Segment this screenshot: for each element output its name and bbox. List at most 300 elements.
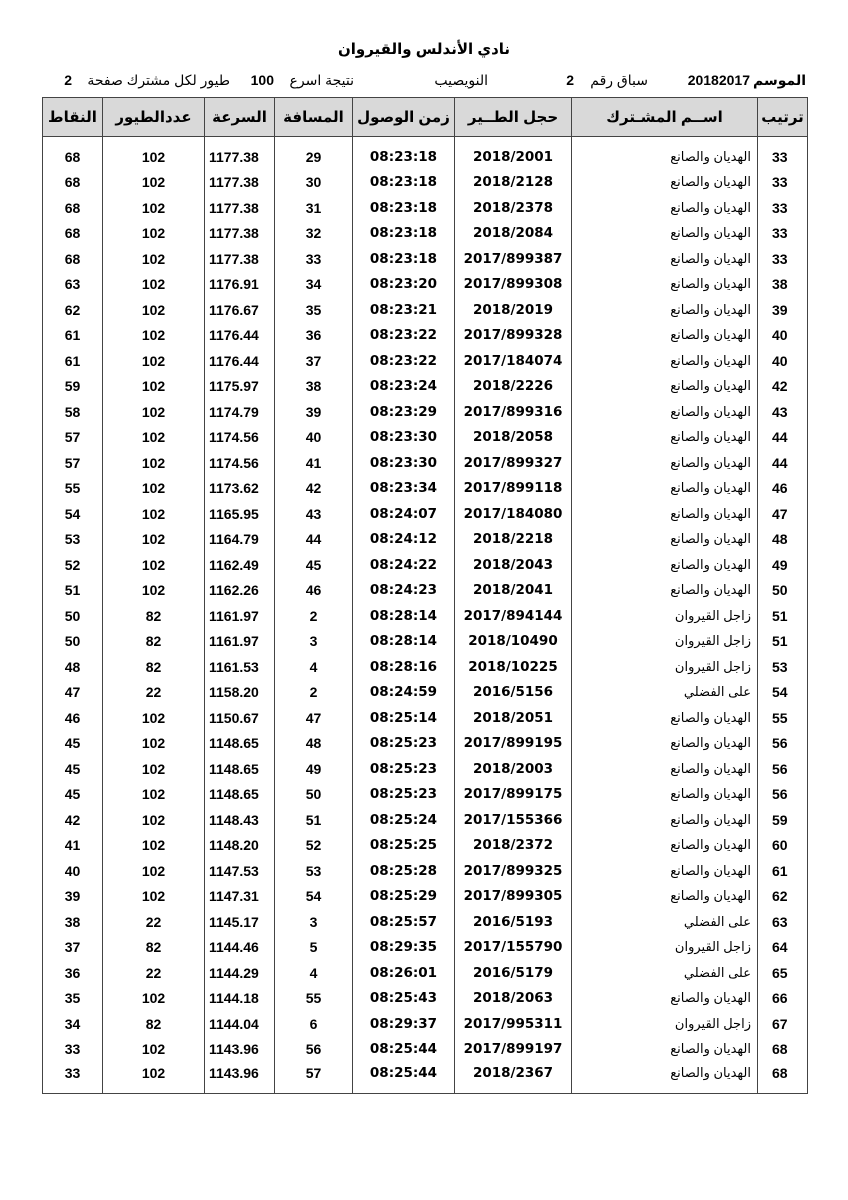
table-row — [43, 986, 808, 1012]
cell-distance: 48 — [275, 731, 353, 757]
cell-distance: 45 — [275, 552, 353, 578]
cell-time: 08:23:22 — [353, 348, 455, 374]
cell-rank: 33 — [758, 246, 808, 272]
cell-pigeon: 2016/5156 — [455, 680, 572, 706]
cell-time: 08:23:20 — [353, 272, 455, 298]
cell-name: الهديان والصانع — [572, 731, 758, 757]
table-row — [43, 935, 808, 961]
race-number: 2 — [566, 72, 574, 88]
col-header-time: زمن الوصول — [353, 98, 455, 137]
table-row — [43, 144, 808, 170]
cell-speed: 1147.53 — [205, 858, 275, 884]
cell-rank: 61 — [758, 858, 808, 884]
cell-birds: 22 — [103, 680, 205, 706]
table-row — [43, 272, 808, 298]
cell-speed: 1177.38 — [205, 246, 275, 272]
cell-birds: 102 — [103, 297, 205, 323]
cell-name: الهديان والصانع — [572, 705, 758, 731]
cell-speed: 1174.79 — [205, 399, 275, 425]
cell-points: 68 — [43, 195, 103, 221]
race-info-bar — [52, 72, 806, 92]
cell-time: 08:23:18 — [353, 170, 455, 196]
cell-time: 08:24:07 — [353, 501, 455, 527]
cell-speed: 1161.53 — [205, 654, 275, 680]
cell-pigeon: 2018/2003 — [455, 756, 572, 782]
cell-name: الهديان والصانع — [572, 399, 758, 425]
cell-time: 08:25:23 — [353, 756, 455, 782]
cell-birds: 102 — [103, 246, 205, 272]
cell-name: الهديان والصانع — [572, 348, 758, 374]
cell-rank: 56 — [758, 756, 808, 782]
cell-points: 51 — [43, 578, 103, 604]
cell-pigeon: 2017/899308 — [455, 272, 572, 298]
cell-name: الهديان والصانع — [572, 425, 758, 451]
table-row — [43, 731, 808, 757]
cell-speed: 1175.97 — [205, 374, 275, 400]
cell-name: الهديان والصانع — [572, 144, 758, 170]
cell-rank: 44 — [758, 425, 808, 451]
cell-birds: 102 — [103, 527, 205, 553]
cell-points: 45 — [43, 731, 103, 757]
cell-distance: 57 — [275, 1062, 353, 1094]
cell-speed: 1177.38 — [205, 195, 275, 221]
table-row — [43, 323, 808, 349]
cell-distance: 40 — [275, 425, 353, 451]
table-row — [43, 476, 808, 502]
cell-distance: 49 — [275, 756, 353, 782]
cell-birds: 102 — [103, 833, 205, 859]
cell-points: 50 — [43, 629, 103, 655]
cell-speed: 1150.67 — [205, 705, 275, 731]
cell-points: 45 — [43, 782, 103, 808]
cell-speed: 1176.44 — [205, 323, 275, 349]
table-row — [43, 170, 808, 196]
table-row — [43, 527, 808, 553]
cell-distance: 3 — [275, 909, 353, 935]
cell-rank: 67 — [758, 1011, 808, 1037]
cell-distance: 39 — [275, 399, 353, 425]
cell-rank: 59 — [758, 807, 808, 833]
cell-name: الهديان والصانع — [572, 756, 758, 782]
cell-time: 08:25:24 — [353, 807, 455, 833]
cell-time: 08:28:16 — [353, 654, 455, 680]
table-row — [43, 348, 808, 374]
cell-speed: 1165.95 — [205, 501, 275, 527]
cell-points: 57 — [43, 425, 103, 451]
cell-points: 39 — [43, 884, 103, 910]
cell-points: 63 — [43, 272, 103, 298]
cell-time: 08:23:21 — [353, 297, 455, 323]
table-row — [43, 374, 808, 400]
cell-pigeon: 2018/2001 — [455, 144, 572, 170]
cell-time: 08:23:30 — [353, 425, 455, 451]
cell-points: 68 — [43, 221, 103, 247]
cell-pigeon: 2017/894144 — [455, 603, 572, 629]
cell-time: 08:28:14 — [353, 629, 455, 655]
cell-speed: 1164.79 — [205, 527, 275, 553]
cell-points: 48 — [43, 654, 103, 680]
cell-name: الهديان والصانع — [572, 170, 758, 196]
cell-pigeon: 2018/2051 — [455, 705, 572, 731]
club-title: نادي الأندلس والقيروان — [337, 41, 511, 58]
cell-birds: 102 — [103, 501, 205, 527]
cell-time: 08:29:37 — [353, 1011, 455, 1037]
page-number: 2 — [64, 72, 72, 88]
cell-distance: 3 — [275, 629, 353, 655]
cell-points: 54 — [43, 501, 103, 527]
cell-points: 50 — [43, 603, 103, 629]
col-header-name: اســم المشـترك — [572, 98, 758, 137]
cell-pigeon: 2017/995311 — [455, 1011, 572, 1037]
cell-birds: 102 — [103, 884, 205, 910]
cell-rank: 33 — [758, 221, 808, 247]
cell-name: الهديان والصانع — [572, 884, 758, 910]
result-count: 100 — [250, 72, 274, 88]
table-row — [43, 705, 808, 731]
cell-name: زاجل القيروان — [572, 629, 758, 655]
cell-rank: 46 — [758, 476, 808, 502]
cell-name: الهديان والصانع — [572, 807, 758, 833]
cell-rank: 56 — [758, 782, 808, 808]
cell-distance: 56 — [275, 1037, 353, 1063]
cell-name: الهديان والصانع — [572, 986, 758, 1012]
cell-pigeon: 2017/899316 — [455, 399, 572, 425]
cell-points: 55 — [43, 476, 103, 502]
cell-birds: 102 — [103, 858, 205, 884]
cell-speed: 1148.65 — [205, 731, 275, 757]
cell-points: 68 — [43, 144, 103, 170]
cell-rank: 60 — [758, 833, 808, 859]
cell-distance: 51 — [275, 807, 353, 833]
cell-name: على الفضلي — [572, 680, 758, 706]
cell-birds: 82 — [103, 935, 205, 961]
cell-name: على الفضلي — [572, 909, 758, 935]
cell-time: 08:23:18 — [353, 144, 455, 170]
cell-pigeon: 2017/899195 — [455, 731, 572, 757]
cell-rank: 63 — [758, 909, 808, 935]
table-row — [43, 680, 808, 706]
cell-points: 52 — [43, 552, 103, 578]
table-row — [43, 195, 808, 221]
cell-speed: 1173.62 — [205, 476, 275, 502]
cell-pigeon: 2017/899305 — [455, 884, 572, 910]
cell-distance: 41 — [275, 450, 353, 476]
cell-rank: 66 — [758, 986, 808, 1012]
cell-pigeon: 2018/2226 — [455, 374, 572, 400]
cell-time: 08:24:23 — [353, 578, 455, 604]
cell-name: الهديان والصانع — [572, 450, 758, 476]
cell-time: 08:23:29 — [353, 399, 455, 425]
cell-name: الهديان والصانع — [572, 323, 758, 349]
cell-name: زاجل القيروان — [572, 603, 758, 629]
cell-distance: 44 — [275, 527, 353, 553]
cell-points: 59 — [43, 374, 103, 400]
cell-birds: 102 — [103, 323, 205, 349]
cell-rank: 38 — [758, 272, 808, 298]
cell-speed: 1162.49 — [205, 552, 275, 578]
table-header-row — [43, 98, 808, 137]
cell-distance: 29 — [275, 144, 353, 170]
cell-rank: 51 — [758, 603, 808, 629]
cell-rank: 68 — [758, 1062, 808, 1094]
col-header-distance: المسافة — [275, 98, 353, 137]
cell-time: 08:25:25 — [353, 833, 455, 859]
cell-name: زاجل القيروان — [572, 1011, 758, 1037]
cell-points: 53 — [43, 527, 103, 553]
cell-birds: 102 — [103, 221, 205, 247]
cell-speed: 1145.17 — [205, 909, 275, 935]
result-label: نتيجة اسرع — [289, 72, 354, 88]
cell-name: زاجل القيروان — [572, 935, 758, 961]
cell-time: 08:23:22 — [353, 323, 455, 349]
cell-distance: 2 — [275, 603, 353, 629]
cell-birds: 102 — [103, 450, 205, 476]
cell-name: الهديان والصانع — [572, 527, 758, 553]
cell-birds: 102 — [103, 1062, 205, 1094]
cell-name: الهديان والصانع — [572, 476, 758, 502]
cell-speed: 1161.97 — [205, 603, 275, 629]
cell-time: 08:25:23 — [353, 782, 455, 808]
cell-rank: 49 — [758, 552, 808, 578]
cell-rank: 39 — [758, 297, 808, 323]
cell-points: 57 — [43, 450, 103, 476]
cell-pigeon: 2017/899197 — [455, 1037, 572, 1063]
table-row — [43, 450, 808, 476]
cell-points: 33 — [43, 1037, 103, 1063]
cell-name: الهديان والصانع — [572, 297, 758, 323]
cell-distance: 4 — [275, 960, 353, 986]
table-row — [43, 246, 808, 272]
cell-pigeon: 2017/184074 — [455, 348, 572, 374]
cell-rank: 33 — [758, 195, 808, 221]
table-row — [43, 399, 808, 425]
cell-birds: 102 — [103, 195, 205, 221]
table-row — [43, 629, 808, 655]
cell-points: 45 — [43, 756, 103, 782]
cell-rank: 43 — [758, 399, 808, 425]
cell-distance: 32 — [275, 221, 353, 247]
cell-time: 08:24:12 — [353, 527, 455, 553]
cell-rank: 55 — [758, 705, 808, 731]
cell-time: 08:25:28 — [353, 858, 455, 884]
cell-pigeon: 2017/899327 — [455, 450, 572, 476]
cell-birds: 102 — [103, 374, 205, 400]
header-spacer — [43, 137, 808, 145]
cell-name: الهديان والصانع — [572, 552, 758, 578]
table-row — [43, 1062, 808, 1094]
cell-time: 08:23:24 — [353, 374, 455, 400]
cell-time: 08:23:30 — [353, 450, 455, 476]
cell-speed: 1143.96 — [205, 1062, 275, 1094]
cell-rank: 54 — [758, 680, 808, 706]
season-value: 20182017 — [687, 72, 750, 88]
table-row — [43, 654, 808, 680]
cell-distance: 2 — [275, 680, 353, 706]
cell-distance: 42 — [275, 476, 353, 502]
cell-rank: 56 — [758, 731, 808, 757]
cell-points: 35 — [43, 986, 103, 1012]
cell-rank: 33 — [758, 170, 808, 196]
cell-pigeon: 2018/10490 — [455, 629, 572, 655]
cell-speed: 1176.67 — [205, 297, 275, 323]
cell-speed: 1144.46 — [205, 935, 275, 961]
cell-rank: 62 — [758, 884, 808, 910]
cell-rank: 40 — [758, 323, 808, 349]
col-header-pigeon: حجل الطــير — [455, 98, 572, 137]
cell-points: 68 — [43, 246, 103, 272]
cell-birds: 82 — [103, 603, 205, 629]
cell-time: 08:25:43 — [353, 986, 455, 1012]
cell-time: 08:23:34 — [353, 476, 455, 502]
cell-rank: 68 — [758, 1037, 808, 1063]
cell-distance: 36 — [275, 323, 353, 349]
cell-birds: 82 — [103, 654, 205, 680]
race-location: النويصيب — [434, 72, 488, 88]
cell-distance: 43 — [275, 501, 353, 527]
cell-distance: 55 — [275, 986, 353, 1012]
cell-time: 08:24:59 — [353, 680, 455, 706]
cell-pigeon: 2018/2367 — [455, 1062, 572, 1094]
cell-time: 08:28:14 — [353, 603, 455, 629]
cell-name: الهديان والصانع — [572, 221, 758, 247]
cell-speed: 1161.97 — [205, 629, 275, 655]
cell-rank: 65 — [758, 960, 808, 986]
table-row — [43, 858, 808, 884]
cell-distance: 38 — [275, 374, 353, 400]
cell-pigeon: 2017/184080 — [455, 501, 572, 527]
cell-rank: 51 — [758, 629, 808, 655]
cell-time: 08:25:57 — [353, 909, 455, 935]
table-row — [43, 221, 808, 247]
cell-pigeon: 2017/899118 — [455, 476, 572, 502]
cell-birds: 102 — [103, 782, 205, 808]
col-header-birds: عددالطيور — [103, 98, 205, 137]
race-label: سباق رقم — [590, 72, 648, 88]
cell-birds: 82 — [103, 1011, 205, 1037]
cell-distance: 53 — [275, 858, 353, 884]
cell-birds: 102 — [103, 348, 205, 374]
cell-birds: 102 — [103, 578, 205, 604]
cell-pigeon: 2016/5179 — [455, 960, 572, 986]
per-member-label: طيور لكل مشترك صفحة — [87, 72, 230, 88]
cell-birds: 102 — [103, 476, 205, 502]
cell-rank: 40 — [758, 348, 808, 374]
cell-pigeon: 2017/155790 — [455, 935, 572, 961]
cell-distance: 34 — [275, 272, 353, 298]
cell-time: 08:29:35 — [353, 935, 455, 961]
cell-rank: 44 — [758, 450, 808, 476]
cell-rank: 33 — [758, 144, 808, 170]
cell-speed: 1158.20 — [205, 680, 275, 706]
cell-speed: 1174.56 — [205, 425, 275, 451]
col-header-rank: ترتيب — [758, 98, 808, 137]
cell-birds: 102 — [103, 731, 205, 757]
table-row — [43, 1011, 808, 1037]
cell-speed: 1144.18 — [205, 986, 275, 1012]
cell-time: 08:25:14 — [353, 705, 455, 731]
cell-pigeon: 2018/2058 — [455, 425, 572, 451]
cell-time: 08:23:18 — [353, 195, 455, 221]
cell-points: 68 — [43, 170, 103, 196]
cell-speed: 1144.29 — [205, 960, 275, 986]
season-label: الموسم — [753, 72, 806, 88]
cell-points: 33 — [43, 1062, 103, 1094]
cell-distance: 4 — [275, 654, 353, 680]
cell-distance: 31 — [275, 195, 353, 221]
cell-points: 41 — [43, 833, 103, 859]
table-row — [43, 425, 808, 451]
cell-distance: 5 — [275, 935, 353, 961]
cell-distance: 6 — [275, 1011, 353, 1037]
cell-pigeon: 2017/899328 — [455, 323, 572, 349]
cell-birds: 102 — [103, 986, 205, 1012]
cell-pigeon: 2018/2378 — [455, 195, 572, 221]
table-row — [43, 833, 808, 859]
cell-distance: 35 — [275, 297, 353, 323]
cell-birds: 102 — [103, 144, 205, 170]
cell-birds: 102 — [103, 425, 205, 451]
cell-name: الهديان والصانع — [572, 1062, 758, 1094]
cell-time: 08:23:18 — [353, 246, 455, 272]
cell-time: 08:24:22 — [353, 552, 455, 578]
cell-points: 37 — [43, 935, 103, 961]
cell-pigeon: 2018/2019 — [455, 297, 572, 323]
cell-rank: 48 — [758, 527, 808, 553]
cell-distance: 54 — [275, 884, 353, 910]
cell-distance: 33 — [275, 246, 353, 272]
cell-points: 46 — [43, 705, 103, 731]
cell-points: 40 — [43, 858, 103, 884]
cell-birds: 102 — [103, 1037, 205, 1063]
cell-speed: 1176.44 — [205, 348, 275, 374]
cell-name: الهديان والصانع — [572, 782, 758, 808]
cell-birds: 102 — [103, 807, 205, 833]
cell-birds: 22 — [103, 909, 205, 935]
cell-name: الهديان والصانع — [572, 858, 758, 884]
cell-points: 36 — [43, 960, 103, 986]
cell-name: الهديان والصانع — [572, 833, 758, 859]
table-row — [43, 782, 808, 808]
cell-time: 08:26:01 — [353, 960, 455, 986]
cell-pigeon: 2018/2043 — [455, 552, 572, 578]
cell-time: 08:23:18 — [353, 221, 455, 247]
cell-speed: 1147.31 — [205, 884, 275, 910]
cell-pigeon: 2017/899387 — [455, 246, 572, 272]
results-table — [42, 97, 808, 1094]
cell-points: 61 — [43, 348, 103, 374]
cell-speed: 1177.38 — [205, 221, 275, 247]
cell-distance: 52 — [275, 833, 353, 859]
cell-rank: 50 — [758, 578, 808, 604]
cell-pigeon: 2018/2372 — [455, 833, 572, 859]
cell-name: على الفضلي — [572, 960, 758, 986]
cell-pigeon: 2017/155366 — [455, 807, 572, 833]
cell-pigeon: 2018/2084 — [455, 221, 572, 247]
cell-points: 42 — [43, 807, 103, 833]
cell-birds: 82 — [103, 629, 205, 655]
table-row — [43, 960, 808, 986]
table-row — [43, 552, 808, 578]
cell-speed: 1143.96 — [205, 1037, 275, 1063]
table-row — [43, 756, 808, 782]
cell-time: 08:25:44 — [353, 1037, 455, 1063]
cell-pigeon: 2018/10225 — [455, 654, 572, 680]
table-row — [43, 1037, 808, 1063]
col-header-points: النقاط — [43, 98, 103, 137]
cell-birds: 102 — [103, 756, 205, 782]
cell-speed: 1162.26 — [205, 578, 275, 604]
cell-pigeon: 2017/899175 — [455, 782, 572, 808]
